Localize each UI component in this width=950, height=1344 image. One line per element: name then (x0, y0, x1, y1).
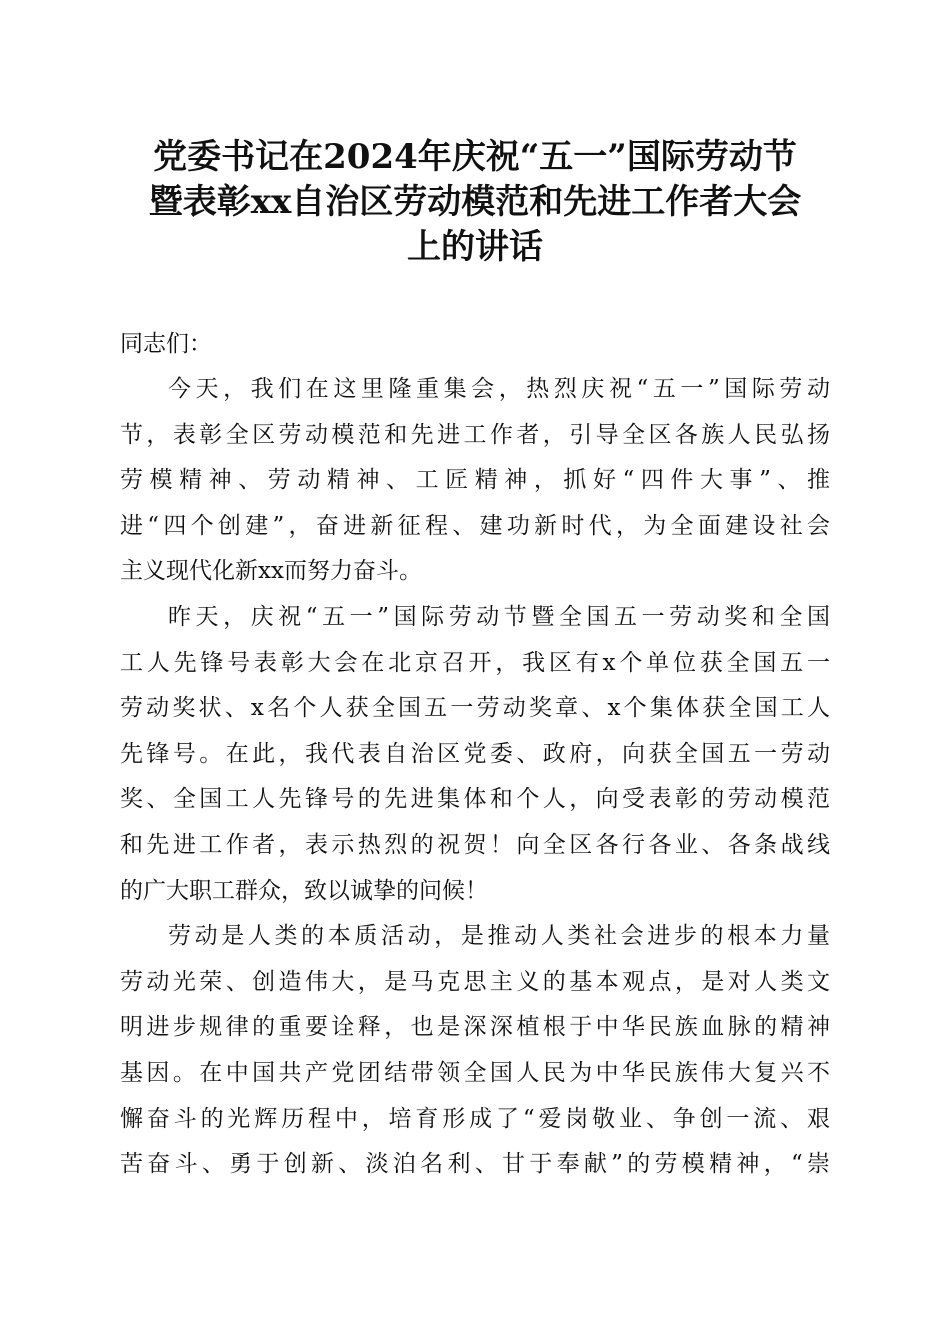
paragraph-line: 劳模精神、劳动精神、工匠精神，抓好“四件大事”、推 (120, 467, 830, 494)
paragraph-line: 明进步规律的重要诠释，也是深深植根于中华民族血脉的精神 (120, 1014, 830, 1041)
title-line-3: 上的讲话 (407, 227, 543, 267)
paragraph-line: 懈奋斗的光辉历程中，培育形成了“爱岗敬业、争创一流、艰 (120, 1105, 830, 1132)
paragraph-line: 节，表彰全区劳动模范和先进工作者，引导全区各族人民弘扬 (120, 421, 830, 448)
paragraph-line: 劳动是人类的本质活动，是推动人类社会进步的根本力量 (168, 923, 830, 950)
title-line-1: 党委书记在2024年庆祝“五一”国际劳动节 (153, 137, 797, 177)
paragraph-line: 苦奋斗、勇于创新、淡泊名利、甘于奉献”的劳模精神，“崇 (120, 1151, 830, 1178)
paragraph-1 (120, 367, 830, 595)
title-line-2: 暨表彰xx自治区劳动模范和先进工作者大会 (148, 182, 802, 222)
paragraph-line: 劳动奖状、x名个人获全国五一劳动奖章、x个集体获全国工人 (120, 695, 830, 722)
paragraph-line: 工人先锋号表彰大会在北京召开，我区有x个单位获全国五一 (120, 649, 830, 676)
paragraph-line: 基因。在中国共产党团结带领全国人民为中华民族伟大复兴不 (120, 1059, 830, 1086)
greeting: 同志们： (120, 331, 212, 357)
paragraph-line: 的广大职工群众，致以诚挚的问候！ (120, 877, 488, 904)
paragraph-line: 进“四个创建”，奋进新征程、建功新时代，为全面建设社会 (120, 512, 830, 539)
paragraph-line: 劳动光荣、创造伟大，是马克思主义的基本观点，是对人类文 (120, 968, 830, 995)
paragraph-3 (120, 914, 830, 1188)
document-title (100, 135, 850, 270)
paragraph-line: 昨天，庆祝“五一”国际劳动节暨全国五一劳动奖和全国 (168, 603, 830, 630)
paragraph-line: 今天，我们在这里隆重集会，热烈庆祝“五一”国际劳动 (168, 376, 830, 402)
paragraph-2 (120, 595, 830, 914)
paragraph-line: 先锋号。在此，我代表自治区党委、政府，向获全国五一劳动 (120, 740, 830, 767)
document-body (120, 322, 830, 1188)
paragraph-line: 奖、全国工人先锋号的先进集体和个人，向受表彰的劳动模范 (120, 786, 830, 813)
paragraph-line: 和先进工作者，表示热烈的祝贺！向全区各行各业、各条战线 (120, 831, 830, 858)
paragraph-line: 主义现代化新xx而努力奋斗。 (120, 558, 422, 585)
